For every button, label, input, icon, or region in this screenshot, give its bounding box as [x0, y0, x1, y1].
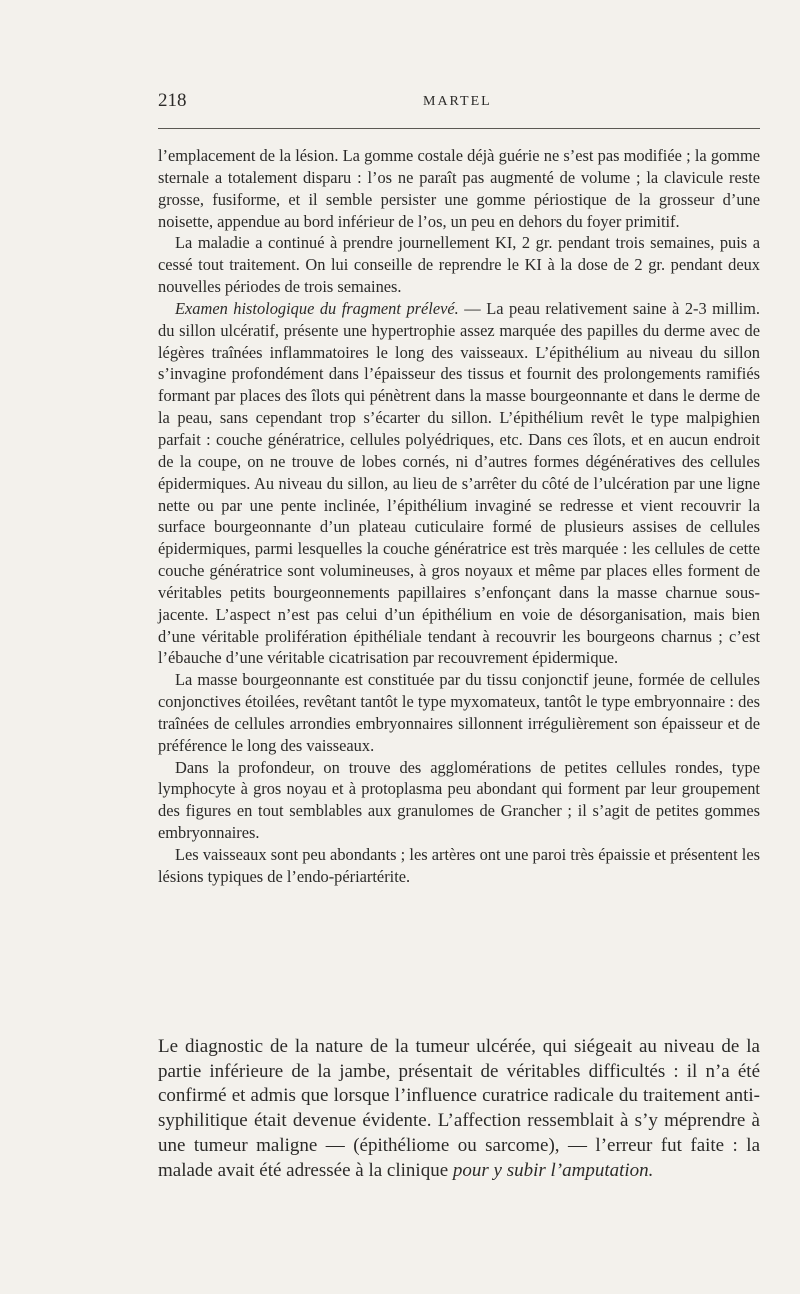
- diagnosis-conclusion: [158, 1035, 760, 1183]
- paragraph-granulation: La masse bourgeonnante est constituée par du tissu conjonctif jeune, formée de cellules conjonctives étoilées, revêtant tantôt le type myxomateux, tantôt le type embryonnaire : des traînées de cellules arrondies embryonnaires sillonnent irrégulièrement son épaisseur et de préférence le long des vaisseaux.: [158, 670, 760, 755]
- conclusion-emphasis: pour y subir l’amputation.: [452, 1159, 654, 1181]
- paragraph-histology: [158, 298, 760, 669]
- paragraph-treatment: La maladie a continué à prendre journellement KI, 2 gr. pendant trois semaines, puis a cessé tout traitement. On lui conseille de reprendre le KI à la dose de 2 gr. pendant deux nouvelles périodes de trois semaines.: [158, 233, 760, 297]
- paragraph-vessels: Les vaisseaux sont peu abondants ; les artères ont une paroi très épaissie et présentent les lésions typiques de l’endo-périartérite.: [158, 845, 760, 886]
- conclusion-text: Le diagnostic de la nature de la tumeur ulcérée, qui siégeait au niveau de la partie inférieure de la jambe, présentait de véritables difficultés : il n’a été confirmé et admis que lorsque l’influence curatrice radicale du traitement anti-syphilitique était devenue évidente. L’affection ressemblait à s’y méprendre à une tumeur maligne — (épithéliome ou sarcome), — l’erreur fut faite : la malade avait été adressée à la clinique: [158, 1036, 760, 1181]
- paragraph-depth: Dans la profondeur, on trouve des agglomérations de petites cellules rondes, type lymphocyte à gros noyau et à protoplasma peu abondant qui forment par leur groupement des figures en tout semblables aux granulomes de Grancher ; il s’agit de petites gommes embryonnaires.: [158, 757, 760, 843]
- histology-subheading: Examen histologique du fragment prélevé.: [175, 298, 459, 318]
- body-text: [158, 145, 760, 888]
- paragraph-case-continuation: l’emplacement de la lésion. La gomme costale déjà guérie ne s’est pas modifiée ; la gomme sternale a totalement disparu : l’os ne paraît pas augmenté de volume ; la clavicule reste grosse, fusiforme, et il semble persister une gomme périostique de la grosseur d’une noisette, appendue au bord inférieur de l’os, un peu en dehors du foyer primitif.: [158, 146, 760, 231]
- page-header: [158, 88, 760, 118]
- histology-text: — La peau relativement saine à 2-3 millim. du sillon ulcératif, présente une hypertrophie assez marquée des papilles du derme avec de légères traînées inflammatoires le long des vaisseaux. L’épithélium au niveau du sillon s’invagine profondément dans l’épaisseur des tissus et fournit des prolongements ramifiés formant par places des îlots qui pénètrent dans la masse bourgeonnante et dans le derme de la peau, sans cependant trop s’écarter du sillon. L’épithélium revêt le type malpighien parfait : couche génératrice, cellules polyédriques, etc. Dans ces îlots, et en aucun endroit de la coupe, on ne trouve de lobes cornés, ni d’autres formes dégénératives des cellules épidermiques. Au niveau du sillon, au lieu de s’arrêter du côté de l’ulcération par une ligne nette ou par une pente inclinée, l’épithélium invaginé se redresse et vient recouvrir la surface bourgeonnante d’un plateau cuticulaire formé de plusieurs assises de cellules épidermiques, parmi lesquelles la couche génératrice est très marquée : les cellules de cette couche génératrice sont volumineuses, à gros noyaux et même par places elles forment de véritables petits bourgeonnements papillaires s’enfonçant dans la masse charnue sous-jacente. L’aspect n’est pas celui d’un épithélium en voie de désorganisation, mais bien d’une véritable prolifération épithéliale tendant à recouvrir les bourgeons charnus ; c’est l’ébauche d’une véritable cicatrisation par recouvrement épidermique.: [158, 298, 760, 668]
- page-number: 218: [158, 90, 187, 111]
- conclusion-paragraph: [158, 1035, 760, 1183]
- header-rule: [158, 128, 760, 129]
- running-head: MARTEL: [423, 94, 492, 109]
